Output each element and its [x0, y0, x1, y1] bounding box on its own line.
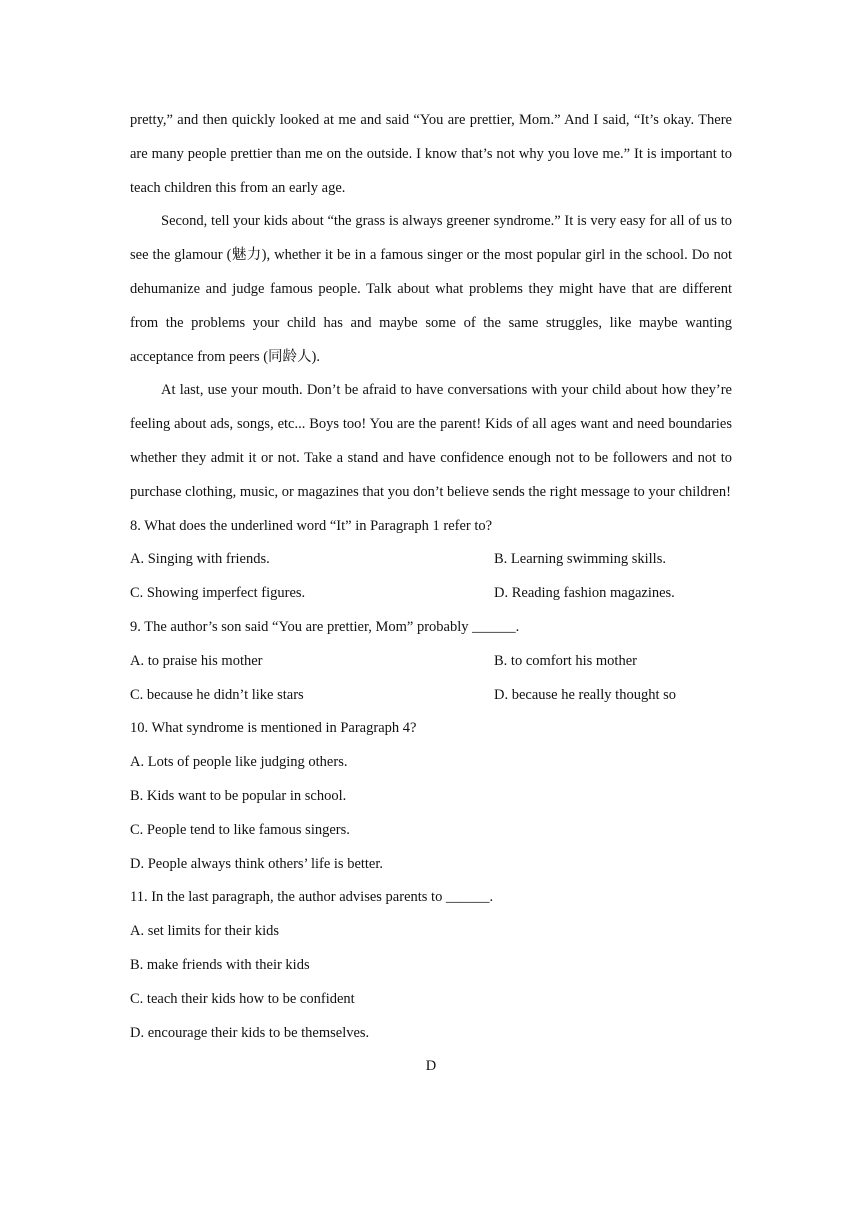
document-page	[130, 104, 732, 1084]
question-11-stem: 11. In the last paragraph, the author advises parents to ______.	[130, 889, 494, 906]
question-8-stem: 8. What does the underlined word “It” in Paragraph 1 refer to?	[130, 517, 493, 534]
question-8-option-b: B. Learning swimming skills.	[494, 551, 666, 568]
question-11-option-d: D. encourage their kids to be themselves.	[130, 1024, 370, 1041]
question-10-option-a: A. Lots of people like judging others.	[130, 754, 348, 771]
passage-paragraph-2: Second, tell your kids about “the grass is always greener syndrome.” It is very easy for all of us to see the glamour (魅力), whether it be in a famous singer or the most popular girl in the school. Do not dehumanize and judge famous people. Talk about what problems they might have that are different from the problems your child has and maybe some of the same struggles, like maybe wanting acceptance from peers (同龄人).	[130, 213, 732, 365]
question-10-option-b: B. Kids want to be popular in school.	[130, 787, 347, 804]
question-9-options-row-2	[130, 679, 732, 713]
question-8-option-a: A. Singing with friends.	[130, 551, 270, 568]
question-8-option-d: D. Reading fashion magazines.	[494, 585, 675, 602]
question-9-option-c: C. because he didn’t like stars	[130, 686, 304, 703]
passage-paragraph-3: At last, use your mouth. Don’t be afraid to have conversations with your child about how they’re feeling about ads, songs, etc... Boys too! You are the parent! Kids of all ages want and need boundaries whether they admit it or not. Take a stand and have confidence enough not to be followers and not to purchase clothing, music, or magazines that you don’t believe sends the right message to your children!	[130, 382, 732, 500]
question-9-stem: 9. The author’s son said “You are prettier, Mom” probably ______.	[130, 618, 520, 635]
question-9-option-a: A. to praise his mother	[130, 652, 263, 669]
question-9-option-b: B. to comfort his mother	[494, 652, 637, 669]
question-11-option-b: B. make friends with their kids	[130, 956, 310, 973]
section-label: D	[425, 1058, 437, 1075]
question-11-option-c: C. teach their kids how to be confident	[130, 990, 355, 1007]
question-8-options-row-2	[130, 577, 732, 611]
question-10-option-c: C. People tend to like famous singers.	[130, 821, 350, 838]
question-8-option-c: C. Showing imperfect figures.	[130, 585, 306, 602]
question-9-options-row-1	[130, 645, 732, 679]
question-11-option-a: A. set limits for their kids	[130, 923, 280, 940]
question-10-stem: 10. What syndrome is mentioned in Paragraph 4?	[130, 720, 417, 737]
question-10-option-d: D. People always think others’ life is better.	[130, 855, 384, 872]
question-9-option-d: D. because he really thought so	[494, 686, 677, 703]
passage-paragraph-1-end: pretty,” and then quickly looked at me and said “You are prettier, Mom.” And I said, “It’s okay. There are many people prettier than me on the outside. I know that’s not why you love me.” It is important to teach children this from an early age.	[130, 112, 732, 196]
question-8-options-row-1	[130, 543, 732, 577]
